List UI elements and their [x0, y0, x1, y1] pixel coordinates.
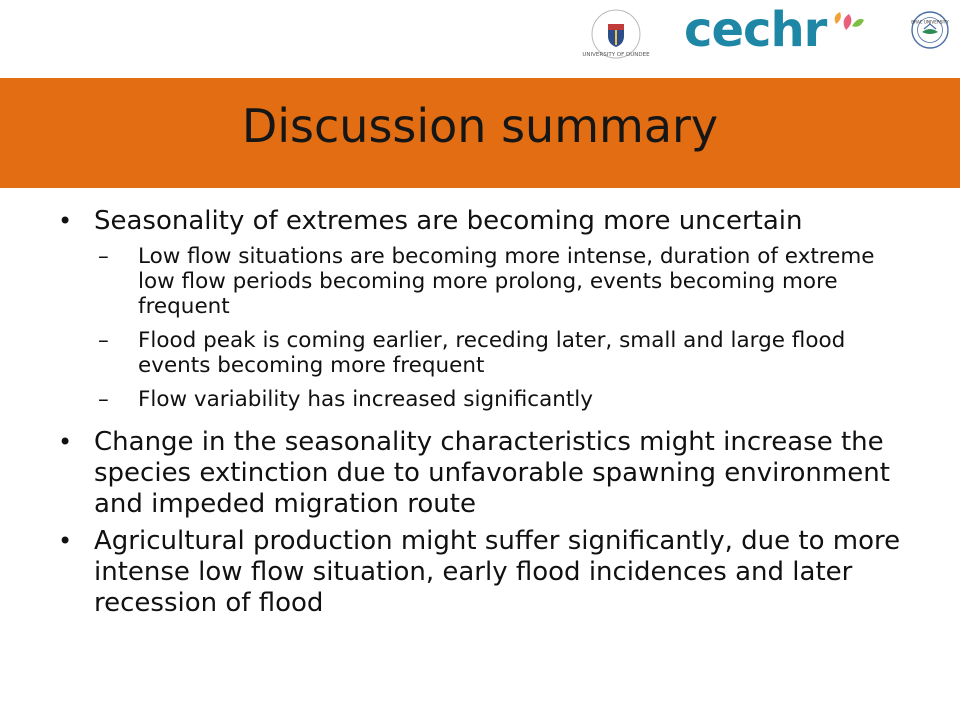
sub-bullet-text: Flood peak is coming earlier, receding later, small and large flood events becoming more frequent [138, 328, 846, 378]
bullet-dot-icon: • [58, 527, 73, 555]
logo-bar [0, 0, 960, 78]
slide-content [56, 206, 916, 625]
dash-icon: – [98, 244, 109, 269]
bullet-item [56, 206, 916, 237]
title-banner [0, 78, 960, 188]
bullet-text: Agricultural production might suffer significantly, due to more intense low flow situation, early flood incidences and later recession of flood [94, 526, 901, 618]
cechr-logo [684, 4, 866, 60]
sub-bullet-text: Flow variability has increased significantly [138, 387, 594, 412]
dash-icon: – [98, 328, 109, 353]
bullet-item [56, 526, 916, 619]
cechr-logo-text: cechr [684, 2, 827, 58]
sub-bullet-item [56, 244, 916, 319]
university-of-dundee-crest-icon [582, 8, 650, 60]
dash-icon: – [98, 387, 109, 412]
brac-logo-text: BRAC UNIVERSITY [911, 19, 949, 25]
bullet-dot-icon: • [58, 207, 73, 235]
bullet-dot-icon: • [58, 428, 73, 456]
brac-university-seal-icon [910, 10, 950, 50]
bullet-item [56, 427, 916, 520]
sub-bullet-item [56, 328, 916, 378]
cechr-leaves-icon [830, 10, 864, 40]
dundee-logo-text: UNIVERSITY OF DUNDEE [582, 52, 650, 58]
bullet-text: Seasonality of extremes are becoming more uncertain [94, 206, 803, 236]
slide-title: Discussion summary [241, 99, 719, 153]
sub-bullet-text: Low flow situations are becoming more intense, duration of extreme low flow periods becoming more prolong, events becoming more frequent [138, 244, 875, 319]
bullet-text: Change in the seasonality characteristics might increase the species extinction due to unfavorable spawning environment and impeded migration route [94, 427, 890, 519]
sub-bullet-item [56, 387, 916, 412]
